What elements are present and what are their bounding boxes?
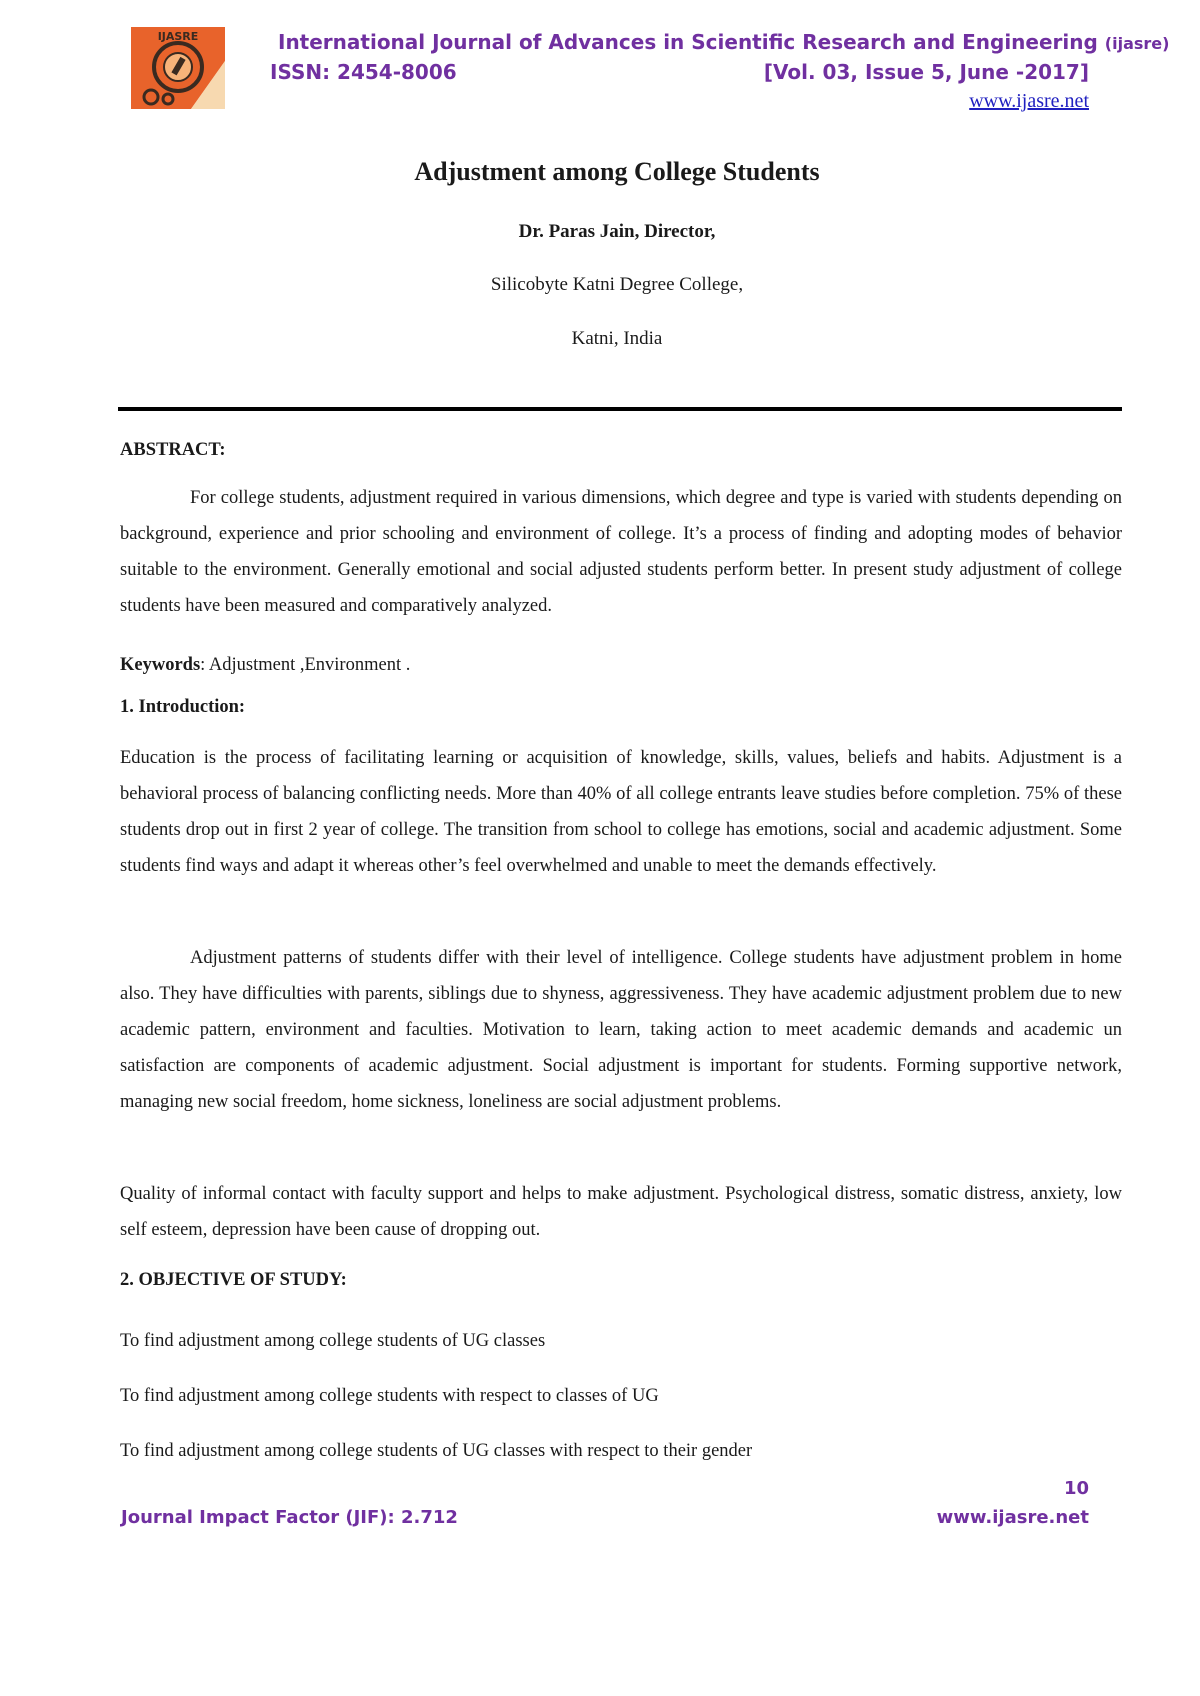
header-url-link[interactable]: www.ijasre.net <box>969 90 1089 112</box>
introduction-heading: 1. Introduction: <box>120 697 246 717</box>
introduction-paragraph: Education is the process of facilitating learning or acquisition of knowledge, skills, values, beliefs and habits. Adjustment is a behavioral process of balancing conflicting needs. More than 40% of all college entrants leave studies before completion. 75% of these students drop out in first 2 year of college. The transition from school to college has emotions, social and academic adjustment. Some students find ways and adapt it whereas other’s feel overwhelmed and unable to meet the demands effectively. <box>120 748 1122 876</box>
page-number: 10 <box>1063 1478 1089 1499</box>
horizontal-rule <box>118 407 1122 411</box>
objectives-heading: 2. OBJECTIVE OF STUDY: <box>120 1270 347 1290</box>
abstract-text: For college students, adjustment required in various dimensions, which degree and type is varied with students depending on background, experience and prior schooling and environment of college. It’s a process of finding and adopting modes of behavior suitable to the environment. Generally emotional and social adjusted students perform better. In present study adjustment of college students have been measured and comparatively analyzed. <box>120 488 1122 616</box>
location: Katni, India <box>571 328 663 349</box>
abstract-heading: ABSTRACT: <box>120 440 226 460</box>
keywords-text: : Adjustment ,Environment . <box>200 655 411 675</box>
keywords <box>120 647 1122 683</box>
logo-text: IJASRE <box>157 30 199 43</box>
journal-title: International Journal of Advances in Scientific Research and Engineering <box>278 30 1098 54</box>
journal-name <box>278 30 1169 54</box>
introduction-paragraph: Adjustment patterns of students differ with their level of intelligence. College students have adjustment problem in home also. They have difficulties with parents, siblings due to shyness, aggressiveness. They have academic adjustment problem due to new academic pattern, environment and faculties. Motivation to learn, taking action to meet academic demands and academic un satisfaction are components of academic adjustment. Social adjustment is important for students. Forming supportive network, managing new social freedom, home sickness, loneliness are social adjustment problems. <box>120 948 1122 1112</box>
affiliation: Silicobyte Katni Degree College, <box>490 274 744 295</box>
journal-abbreviation: (ijasre) <box>1104 34 1170 53</box>
paper-title: Adjustment among College Students <box>414 157 820 186</box>
footer-url-link[interactable]: www.ijasre.net <box>936 1507 1089 1528</box>
introduction-paragraph: Quality of informal contact with faculty support and helps to make adjustment. Psychological distress, somatic distress, anxiety, low self esteem, depression have been cause of dropping out. <box>120 1184 1122 1240</box>
objective-item: To find adjustment among college students of UG classes <box>120 1331 546 1351</box>
volume-info: [Vol. 03, Issue 5, June -2017] <box>763 60 1089 84</box>
issn: ISSN: 2454-8006 <box>270 60 457 84</box>
keywords-label: Keywords <box>120 655 201 675</box>
journal-logo <box>131 27 225 109</box>
author: Dr. Paras Jain, Director, <box>518 221 716 242</box>
objective-item: To find adjustment among college students with respect to classes of UG <box>120 1386 659 1406</box>
objective-item: To find adjustment among college students of UG classes with respect to their gender <box>120 1441 753 1461</box>
impact-factor: Journal Impact Factor (JIF): 2.712 <box>121 1507 458 1528</box>
